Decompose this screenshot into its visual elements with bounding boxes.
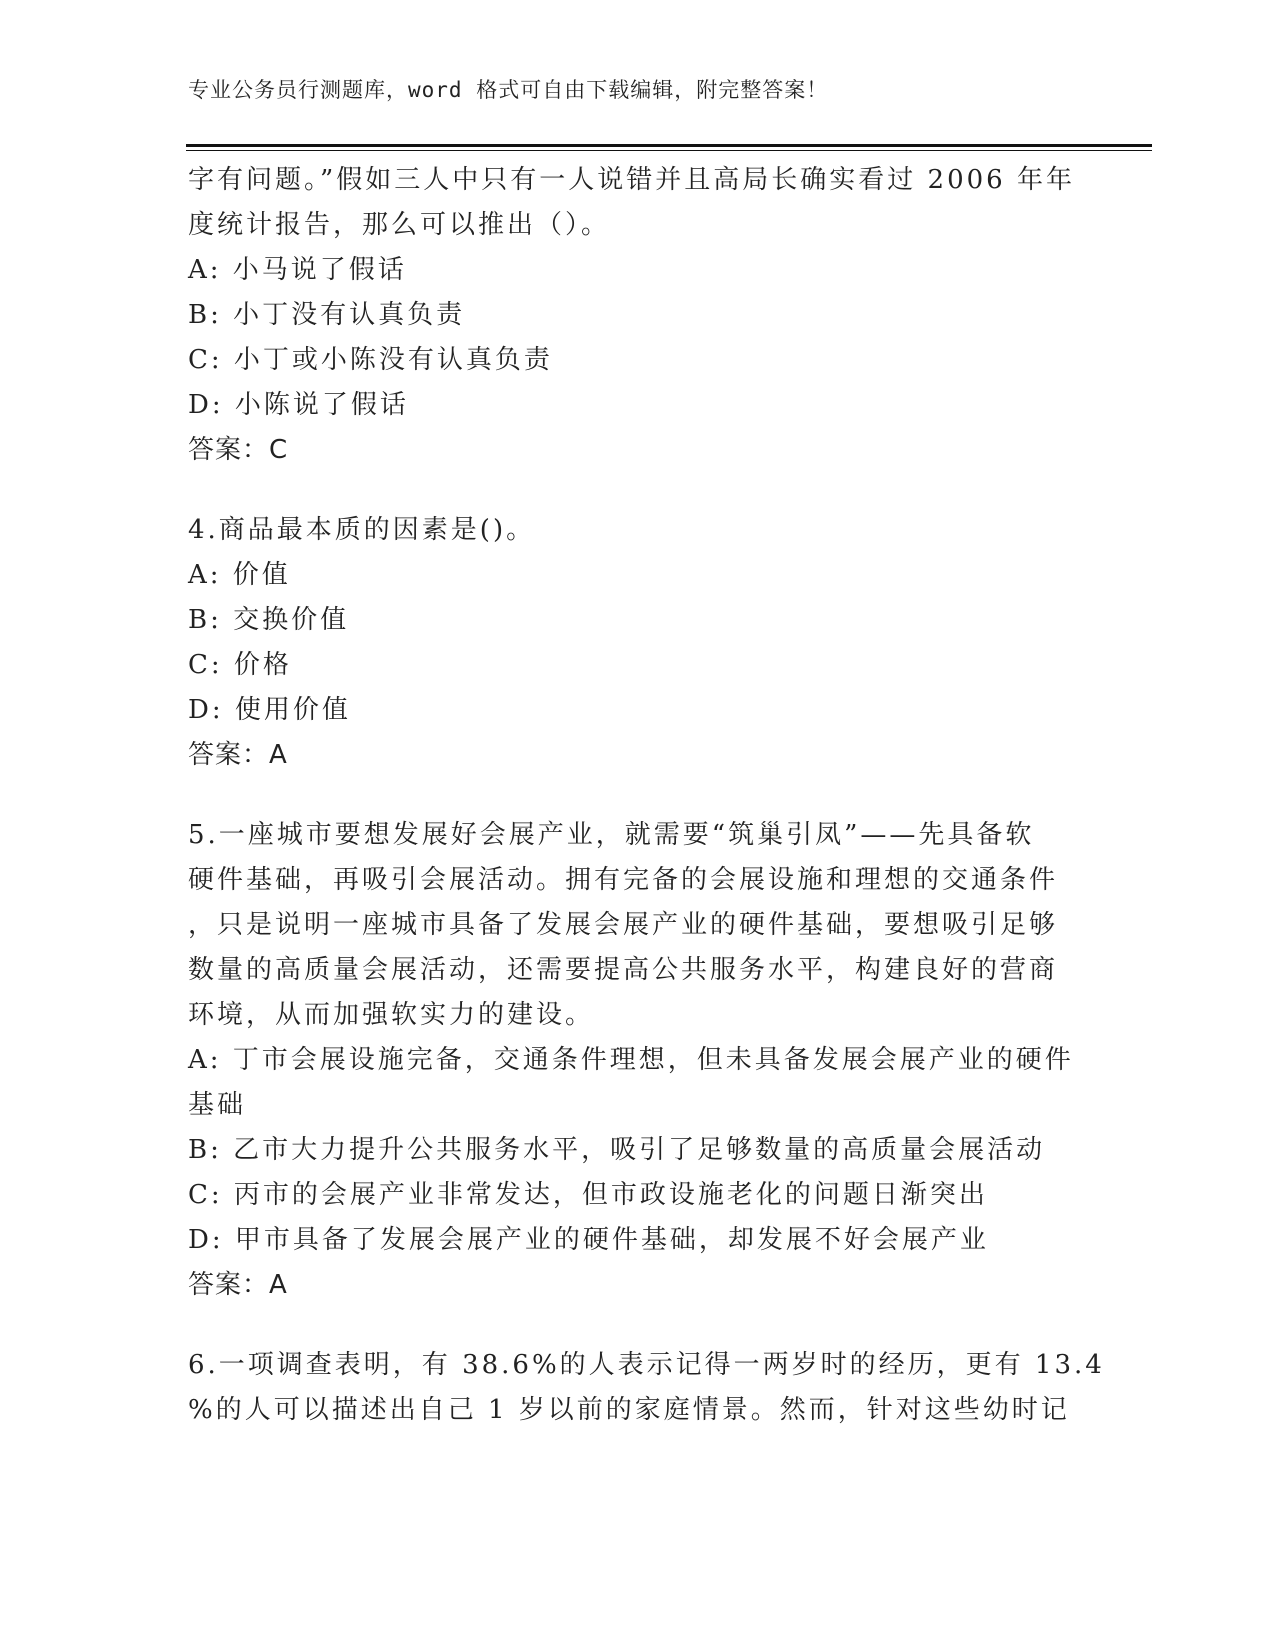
question-text-line: 5.一座城市要想发展好会展产业，就需要“筑巢引凤”——先具备软 — [188, 820, 1035, 850]
option-d: D: 小陈说了假话 — [188, 390, 409, 420]
question-3 — [188, 158, 1088, 473]
question-text-line: 硬件基础，再吸引会展活动。拥有完备的会展设施和理想的交通条件 — [188, 865, 1059, 895]
option-c: C: 价格 — [188, 650, 292, 680]
question-4 — [188, 508, 1088, 778]
option-d: D: 使用价值 — [188, 695, 351, 725]
option-a: A: 丁市会展设施完备，交通条件理想，但未具备发展会展产业的硬件 — [188, 1045, 1074, 1075]
question-text-line: 4.商品最本质的因素是()。 — [188, 515, 536, 545]
question-text-line: 字有问题。”假如三人中只有一人说错并且高局长确实看过 2006 年年 — [188, 165, 1075, 195]
question-text-line: ，只是说明一座城市具备了发展会展产业的硬件基础，要想吸引足够 — [188, 910, 1059, 940]
option-b: B: 小丁没有认真负责 — [188, 300, 466, 330]
question-text-line: %的人可以描述出自己 1 岁以前的家庭情景。然而，针对这些幼时记 — [188, 1395, 1070, 1425]
option-c: C: 小丁或小陈没有认真负责 — [188, 345, 553, 375]
header-rule-thick — [186, 144, 1152, 147]
option-b: B: 交换价值 — [188, 605, 350, 635]
answer: 答案：A — [188, 1270, 288, 1300]
option-d: D: 甲市具备了发展会展产业的硬件基础，却发展不好会展产业 — [188, 1225, 989, 1255]
option-a: A: 价值 — [188, 560, 291, 590]
option-c: C: 丙市的会展产业非常发达，但市政设施老化的问题日渐突出 — [188, 1180, 988, 1210]
page-header: 专业公务员行测题库，word 格式可自由下载编辑，附完整答案！ — [188, 78, 829, 102]
question-text-line: 数量的高质量会展活动，还需要提高公共服务水平，构建良好的营商 — [188, 955, 1059, 985]
header-rule-thin — [186, 150, 1152, 151]
question-6 — [188, 1343, 1105, 1433]
answer: 答案：A — [188, 740, 288, 770]
document-body — [188, 158, 1105, 1433]
question-text-line: 6.一项调查表明，有 38.6%的人表示记得一两岁时的经历，更有 13.4 — [188, 1350, 1105, 1380]
question-text-line: 环境，从而加强软实力的建设。 — [188, 1000, 595, 1030]
option-a: A: 小马说了假话 — [188, 255, 407, 285]
option-a-continued: 基础 — [188, 1090, 247, 1120]
question-5 — [188, 813, 1088, 1308]
answer: 答案：C — [188, 435, 289, 465]
option-b: B: 乙市大力提升公共服务水平，吸引了足够数量的高质量会展活动 — [188, 1135, 1046, 1165]
question-text-line: 度统计报告，那么可以推出（）。 — [188, 210, 611, 240]
